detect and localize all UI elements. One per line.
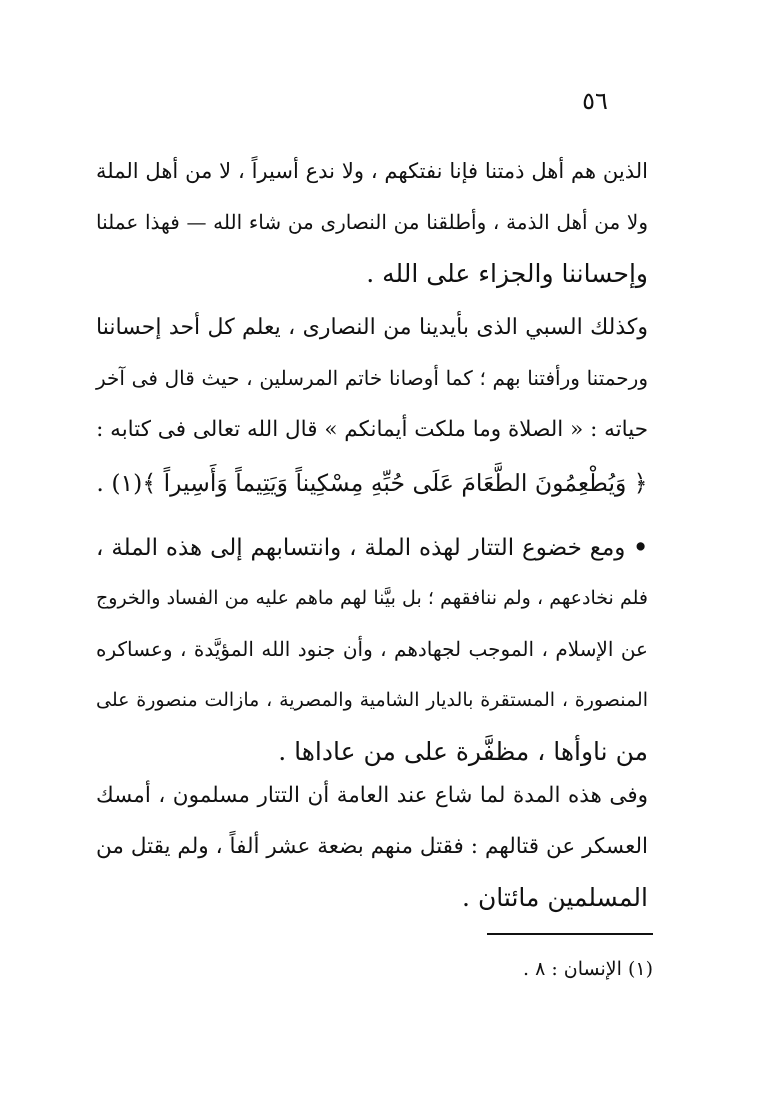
line-text: ومع خضوع التتار لهذه الملة ، وانتسابهم إلى هذه الملة ، bbox=[96, 535, 626, 561]
text-line: المنصورة ، المستقرة بالديار الشامية والمصرية ، مازالت منصورة على bbox=[96, 689, 648, 711]
text-line: ولا من أهل الذمة ، وأطلقنا من النصارى من شاء الله — فهذا عملنا bbox=[96, 210, 649, 234]
text-line: ورحمتنا ورأفتنا بهم ؛ كما أوصانا خاتم المرسلين ، حيث قال فى آخر bbox=[96, 366, 648, 390]
quran-verse bbox=[96, 458, 648, 509]
text-line bbox=[96, 522, 648, 573]
page-number: ٥٦ bbox=[582, 87, 608, 115]
text-line: الذين هم أهل ذمتنا فإنا نفتكهم ، ولا ندع أسيراً ، لا من أهل الملة bbox=[96, 159, 648, 183]
verse-line: ﴿ وَيُطْعِمُونَ الطَّعَامَ عَلَى حُبِّهِ مِسْكِيناً وَيَتِيماً وَأَسِيراً ﴾(١) . bbox=[96, 469, 648, 497]
text-line: من ناوأها ، مظفَّرة على من عاداها . bbox=[278, 737, 648, 766]
text-line: المسلمين مائتان . bbox=[462, 883, 648, 912]
text-line: عن الإسلام ، الموجب لجهادهم ، وأن جنود الله المؤيَّدة ، وعساكره bbox=[96, 637, 648, 661]
footnote-divider bbox=[487, 933, 653, 935]
bullet-icon: • bbox=[633, 534, 648, 561]
footnote: (١) الإنسان : ٨ . bbox=[523, 958, 653, 980]
text-line: فلم نخادعهم ، ولم ننافقهم ؛ بل بيَّنا لهم ماهم عليه من الفساد والخروج bbox=[96, 587, 648, 609]
text-line: وفى هذه المدة لما شاع عند العامة أن التتار مسلمون ، أمسك bbox=[96, 783, 648, 808]
text-line: حياته : « الصلاة وما ملكت أيمانكم » قال الله تعالى فى كتابه : bbox=[96, 417, 648, 442]
paragraph-4 bbox=[96, 770, 648, 923]
text-line: وإحساننا والجزاء على الله . bbox=[366, 259, 648, 288]
paragraph-1 bbox=[96, 146, 648, 299]
paragraph-3 bbox=[96, 522, 648, 777]
paragraph-2 bbox=[96, 302, 648, 455]
text-line: وكذلك السبي الذى بأيدينا من النصارى ، يعلم كل أحد إحساننا bbox=[96, 315, 648, 340]
text-line: العسكر عن قتالهم : فقتل منهم بضعة عشر ألفاً ، ولم يقتل من bbox=[96, 834, 648, 859]
